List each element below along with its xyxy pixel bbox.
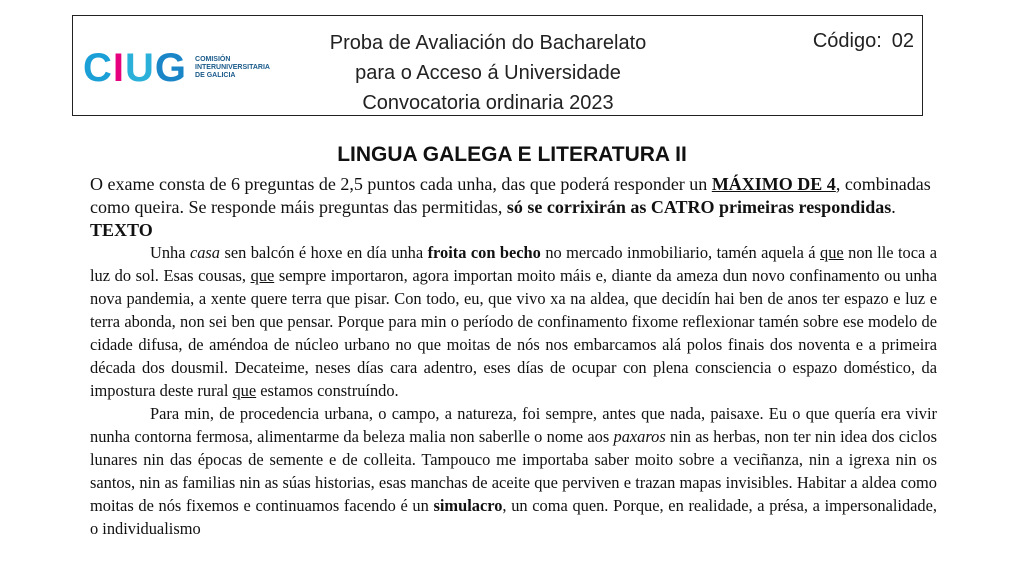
exam-title-line: para o Acceso á Universidade (355, 62, 621, 84)
paragraph-underline: que (820, 243, 844, 262)
subject-title: LINGUA GALEGA E LITERATURA II (337, 143, 687, 166)
exam-title-line: Proba de Avaliación do Bacharelato (329, 32, 647, 54)
instructions-max: MÁXIMO DE 4 (711, 174, 836, 194)
exam-content (90, 173, 937, 540)
paragraph-text: sen balcón é hoxe en día unha (220, 243, 428, 262)
paragraph-bold: froita con becho (427, 243, 541, 262)
text-paragraph-1 (90, 241, 937, 402)
ciug-logo (83, 48, 270, 88)
logo-letter-g: G (154, 46, 188, 90)
paragraph-bold: simulacro (433, 496, 503, 515)
exam-code-label: Código: (812, 30, 882, 52)
logo-letter-i: I (112, 46, 126, 90)
exam-code-value: 02 (891, 30, 914, 52)
logo-letter-c: C (83, 46, 113, 90)
paragraph-text: estamos construíndo. (256, 381, 399, 400)
paragraph-text: non lle toca a luz do sol. Esas cousas, (90, 243, 937, 285)
paragraph-text: no mercado inmobiliario, tamén aquela á (540, 243, 821, 262)
instructions-bold: só se corrixirán as CATRO primeiras respondidas (506, 197, 892, 217)
exam-title (323, 28, 653, 118)
paragraph-text: nin as herbas, non ter nin idea dos ciclos lunares nin das épocas de semente e de colleita. Tampouco me importaba saber moito sobre a veciñanza, nin a igrexa nin os santos, nin as familias nin as súas historias, esas manchas de aceite que perviven e trazan mapas invisibles. Habitar a aldea como moitas de nós fixemos e continuamos facendo é un (90, 427, 937, 515)
paragraph-underline: que (232, 381, 257, 400)
paragraph-italic: casa (189, 243, 220, 262)
text-paragraph-2 (90, 402, 937, 540)
paragraph-text: Para min, de procedencia urbana, o campo, a natureza, foi sempre, antes que nada, paisaxe. Eu o que quería era vivir nunha contorna fermosa, alimentarme da beleza malia non saberlle o nome aos (90, 404, 937, 446)
paragraph-text: Unha (150, 243, 190, 262)
paragraph-text: sempre importaron, agora importan moito máis e, diante da ameza dun novo confinamento ou unha nova pandemia, a xente quere terra que pisar. Con todo, eu, que vivo xa na aldea, que decidín hai ben de anos ter espazo e luz e terra abonda, non sei ben que pensar. Porque para min o período de confinamento fixome reflexionar tamén sobre ese modelo de cidade difusa, de améndoa de núcleo urbano no que moitas de nós nos embarcamos alá polos finais dos noventa e a primeira década dos dousmil. Decateime, neses días cara adentro, eses días de ocupar con plena consciencia o espazo doméstico, da impostura deste rural (90, 266, 937, 400)
logo-text-line: DE GALICIA (195, 72, 236, 79)
instructions (90, 173, 937, 219)
exam-header (72, 15, 923, 116)
ciug-logo-mark (83, 48, 187, 88)
instructions-text: O exame consta de 6 preguntas de 2,5 puntos cada unha, das que poderá responder un (90, 174, 712, 194)
logo-text-line: COMISIÓN (195, 56, 231, 63)
ciug-logo-text (195, 56, 270, 80)
exam-code (813, 30, 914, 53)
texto-heading: TEXTO (90, 220, 153, 240)
paragraph-underline: que (250, 266, 275, 285)
paragraph-italic: paxaros (613, 427, 666, 446)
instructions-text: , combinadas como queira. Se responde máis preguntas das permitidas, (90, 174, 931, 217)
logo-text-line: INTERUNIVERSITARIA (195, 64, 270, 71)
instructions-text: . (891, 197, 896, 217)
paragraph-text: , un coma quen. Porque, en realidade, a présa, a impersonalidade, o individualismo (90, 496, 938, 538)
logo-letter-u: U (125, 46, 155, 90)
exam-title-line: Convocatoria ordinaria 2023 (362, 92, 614, 114)
